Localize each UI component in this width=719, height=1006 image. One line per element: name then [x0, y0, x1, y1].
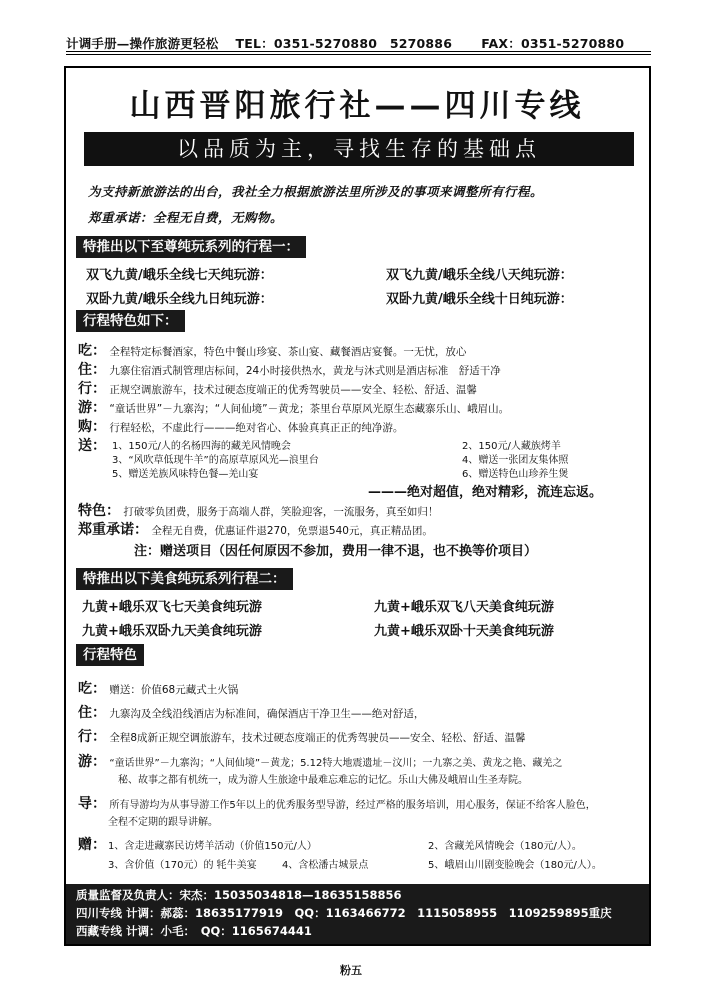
s1-promise-label: 郑重承诺： [78, 522, 148, 538]
s1-tour-text: “童话世界”－九寨沟；“人间仙境”－黄龙；茶里台草原风光原生态藏寨乐山、峨眉山。 [109, 403, 510, 415]
section1-product-4: 双卧九黄/峨乐全线十日纯玩游： [386, 292, 573, 307]
header-tel: TEL：0351-5270880 5270886 [235, 36, 453, 51]
s2-guide-label: 导： [78, 796, 106, 812]
section1-heading: 特推出以下至尊纯玩系列的行程一： [76, 236, 306, 258]
s2-eat-row [78, 678, 638, 698]
s2-tour-row [78, 751, 638, 771]
s2-guide-row [78, 793, 638, 813]
section2-features-heading: 行程特色 [76, 644, 144, 666]
s2-travel-text: 全程8成新正规空调旅游车，技术过硬态度端正的优秀驾驶员——安全、轻松、舒适、温馨 [109, 732, 526, 744]
s1-feature-label: 特色： [78, 503, 120, 519]
s1-note: 注：赠送项目（因任何原因不参加，费用一律不退，也不换等价项目） [134, 544, 538, 559]
section2-product-2: 九黄+峨乐双飞八天美食纯玩游 [374, 600, 554, 615]
s1-shop-text: 行程轻松，不虚此行———绝对省心、体验真真正正的纯净游。 [109, 422, 404, 434]
s1-tour-row [78, 397, 638, 417]
s1-stay-label: 住： [78, 362, 106, 378]
s1-eat-label: 吃： [78, 343, 106, 359]
section2-product-3: 九黄+峨乐双卧九天美食纯玩游 [82, 624, 262, 639]
intro-line-1: 为支持新旅游法的出台，我社全力根据旅游法里所涉及的事项来调整所有行程。 [88, 184, 544, 199]
s1-feature-row [78, 500, 638, 520]
s1-shop-label: 购： [78, 419, 106, 435]
s2-travel-row [78, 726, 638, 746]
section1-product-2: 双飞九黄/峨乐全线八天纯玩游： [386, 268, 573, 283]
header-line [66, 34, 651, 52]
s1-eat-row [78, 340, 638, 360]
s2-stay-text: 九寨沟及全线沿线酒店为标准间，确保酒店干净卫生——绝对舒适， [109, 708, 425, 720]
s1-slogan: ———绝对超值，绝对精彩，流连忘返。 [368, 485, 603, 500]
s1-travel-text: 正规空调旅游车，技术过硬态度端正的优秀驾驶员——安全、轻松、舒适、温馨 [109, 384, 477, 396]
s1-shop-row [78, 416, 638, 436]
s1-gift-4: 4、赠送一张团友集体照 [462, 455, 569, 466]
s1-eat-text: 全程特定标餐酒家，特色中餐山珍宴、茶山宴、藏餐酒店宴餐。一无忧，放心 [109, 346, 467, 358]
header-rule-1 [66, 51, 651, 52]
s2-guide-text-2: 全程不定期的跟导讲解。 [108, 817, 218, 828]
s1-promise-text: 全程无自费，优惠证件退270，免票退540元，真正精品团。 [151, 525, 433, 537]
section1-features-heading: 行程特色如下： [76, 310, 185, 332]
header-rule-2 [66, 54, 651, 55]
s2-gift-1: 1、含走进藏寨民访烤羊活动（价值150元/人） [108, 841, 317, 852]
s2-tour-label: 游： [78, 754, 106, 770]
s2-stay-label: 住： [78, 705, 106, 721]
intro-line-2: 郑重承诺：全程无自费，无购物。 [88, 210, 284, 225]
footer-line-2: 四川专线 计调：郝蕊：18635177919 QQ：1163466772 1115058955 1109259895重庆 [76, 906, 612, 920]
header-slogan: 计调手册—操作旅游更轻松 [66, 36, 219, 51]
s2-gift-5: 5、峨眉山川剧变脸晚会（180元/人）。 [428, 860, 602, 871]
s2-stay-row [78, 702, 638, 722]
header-fax: FAX：0351-5270880 [481, 36, 625, 51]
contact-footer [66, 884, 649, 944]
subtitle-banner: 以品质为主，寻找生存的基础点 [84, 132, 634, 166]
section2-product-4: 九黄+峨乐双卧十天美食纯玩游 [374, 624, 554, 639]
section2-product-1: 九黄+峨乐双飞七天美食纯玩游 [82, 600, 262, 615]
s1-travel-label: 行： [78, 381, 106, 397]
s1-feature-text: 打破零负团费，服务于高端人群，笑脸迎客，一流服务，真至如归！ [123, 506, 439, 518]
footer-line-3: 西藏专线 计调：小毛： QQ：1165674441 [76, 924, 312, 938]
s2-eat-label: 吃： [78, 681, 106, 697]
section1-product-1: 双飞九黄/峨乐全线七天纯玩游： [86, 268, 273, 283]
s1-gift-6: 6、赠送特色山珍养生煲 [462, 469, 569, 480]
s2-travel-label: 行： [78, 729, 106, 745]
s2-gift-2: 2、含藏羌风情晚会（180元/人）。 [428, 841, 582, 852]
footer-line-1: 质量监督及负责人：宋杰：15035034818—18635158856 [76, 888, 402, 902]
section1-product-3: 双卧九黄/峨乐全线九日纯玩游： [86, 292, 273, 307]
s1-stay-row [78, 359, 638, 379]
page-title: 山西晋阳旅行社——四川专线 [129, 88, 585, 124]
page-number: 粉五 [340, 964, 362, 977]
s1-gift-1: 1、150元/人的名杨四海的藏羌风情晚会 [112, 441, 291, 452]
s1-tour-label: 游： [78, 400, 106, 416]
s2-gift-label: 赠： [78, 837, 106, 853]
s1-promise-row [78, 519, 638, 539]
s1-gift-5: 5、赠送羌族风味特色餐—羌山宴 [112, 469, 259, 480]
s2-tour-text-1: “童话世界”－九寨沟；“人间仙境”－黄龙；5.12特大地震遗址－汶川；一九寨之美、黄龙之艳、藏羌之 [109, 758, 563, 769]
s2-gift-4: 4、含松潘古城景点 [282, 860, 369, 871]
s2-guide-text-1: 所有导游均为从事导游工作5年以上的优秀服务型导游，经过严格的服务培训，用心服务，保证不给客人脸色， [109, 800, 596, 811]
s1-gift-label: 送： [78, 438, 106, 454]
s2-tour-text-2: 秘、故事之都有机统一，成为游人生旅途中最难忘难忘的记忆。乐山大佛及峨眉山生圣寿院。 [118, 775, 528, 786]
s1-gift-3: 3、“风吹草低现牛羊”的高原草原风光—浪里台 [112, 455, 319, 466]
s2-eat-text: 赠送：价值68元藏式土火锅 [109, 684, 239, 696]
s2-gift-3: 3、含价值（170元）的 牦牛美宴 [108, 860, 257, 871]
s1-gift-2: 2、150元/人藏族烤羊 [462, 441, 561, 452]
s1-travel-row [78, 378, 638, 398]
s1-stay-text: 九寨住宿酒式制管理店标间，24小时接供热水，黄龙与沐式则是酒店标准 舒适干净 [109, 365, 501, 377]
section2-heading: 特推出以下美食纯玩系列行程二： [76, 568, 293, 590]
